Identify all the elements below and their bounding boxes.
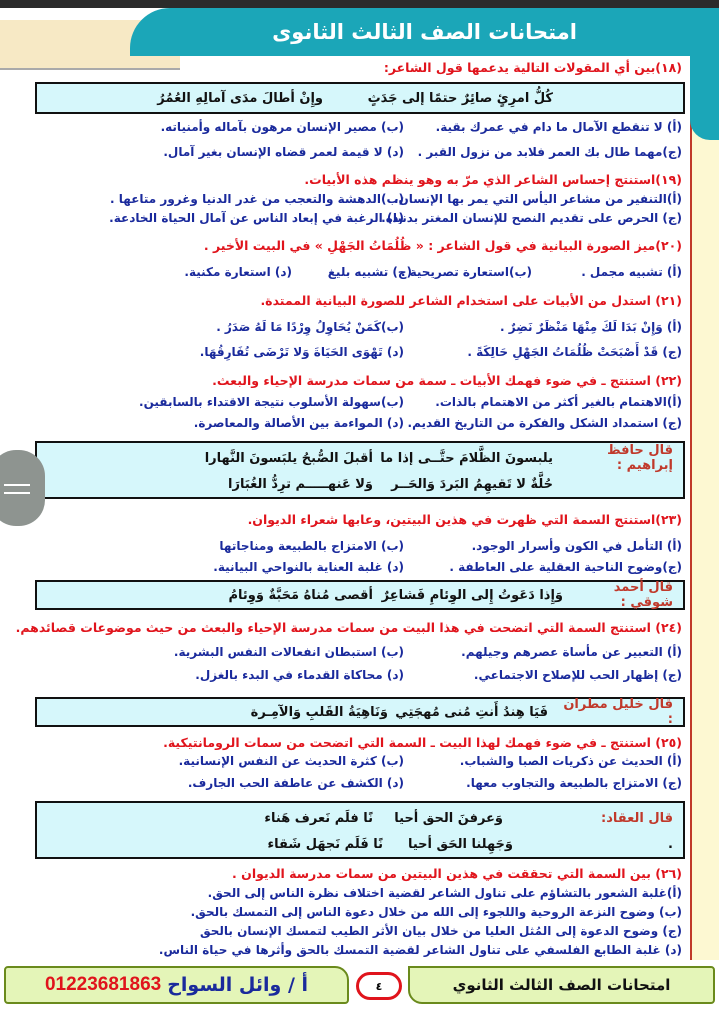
option-a[interactable]: (أ) التعبير عن مأساة عصرهم وجيلهم.	[461, 645, 682, 659]
options-row	[110, 192, 682, 206]
option-d[interactable]: (د) الكشف عن عاطفة الحب الجارف.	[187, 776, 404, 790]
poet-name: قال أحمد شوقي :	[613, 580, 673, 610]
verse-hemistich: وَلا عَنهـــــم ترِدُّ الغُبَارَا	[228, 476, 373, 492]
options-row	[109, 211, 682, 225]
options-row	[179, 754, 682, 768]
option-d[interactable]: (د) الرغبة في إبعاد الناس عن آمال الحياة الخادعة.	[109, 211, 404, 225]
page-number: ٤	[356, 972, 402, 1000]
question-21: (٢١) استدل من الأبيات على استخدام الشاعر للصورة البيانية الممتدة.	[260, 293, 682, 308]
poet-name: قال خليل مطران :	[563, 697, 673, 727]
option-a[interactable]: (أ)التنفير من مشاعر اليأس التي يمر بها الإنسان.	[393, 192, 682, 206]
option-a[interactable]: (أ) وَإِنْ بَدَا لَكَ مِنْهَا مَنْظَرٌ نَضِرٌ .	[500, 320, 682, 334]
option-c[interactable]: (ج) استمداد الشكل والفكرة من التاريخ القديم.	[407, 416, 682, 430]
option-b[interactable]: (ب) الامتزاج بالطبيعة ومناجاتها	[219, 539, 404, 553]
status-bar	[0, 0, 719, 8]
options-row	[184, 265, 682, 279]
verse-hemistich: كُلُّ امرِئٍ صائِرٌ حتمًا إلى جَدَثٍ	[367, 90, 553, 106]
verse-hemistich: نًا فَلَم نَجهَل شَقاء	[267, 836, 383, 852]
verse-hemistich: وَنَاهِيَةُ القَلبِ وَالآمِـرة	[250, 704, 388, 720]
verse-box-shawqi	[35, 580, 685, 610]
question-26: (٢٦) بين السمة التي تحققت في هذين البيتين من سمات مدرسة الديوان .	[232, 866, 682, 881]
verse-hemistich: وَعرفنَ الحق أحيا	[394, 810, 503, 826]
question-19: (١٩)استنتج إحساس الشاعر الذي مرّ به وهو ينظم هذه الأبيات.	[304, 172, 682, 187]
poet-name: قال حافظ إبراهيم :	[607, 443, 673, 473]
option-b[interactable]: (ب) كثرة الحديث عن النفس الإنسانية.	[178, 754, 404, 768]
option-b[interactable]: (ب) مصير الإنسان مرهون بآماله وأمنياته.	[160, 120, 404, 134]
option-c[interactable]: (ج) إظهار الحب للإصلاح الاجتماعي.	[473, 668, 682, 682]
author-phone: 01223681863	[44, 974, 162, 995]
option-a[interactable]: (أ)غلبة الشعور بالتشاؤم على تناول الشاعر لقضية اختلاف نظرة الناس إلى الحق.	[207, 886, 682, 900]
footer-title-text: امتحانات الصف الثالث الثانوي	[452, 976, 671, 994]
option-c[interactable]: (ج)مهما طال بك العمر فلابد من نزول القبر .	[417, 145, 682, 159]
verse-hemistich: أقصى مُناهُ مَحَبَّةٌ وَوِئامُ	[228, 587, 373, 603]
options-row	[188, 776, 682, 790]
header-corner	[690, 50, 719, 140]
option-a[interactable]: (أ) لا تنقطع الآمال ما دام في عمرك بقية.	[435, 120, 682, 134]
verse-hemistich: نًا فلَم نَعرف هَناء	[264, 810, 373, 826]
options-row	[219, 539, 682, 553]
verse-dot: .	[668, 836, 673, 852]
option-d[interactable]: (د) استعارة مكنية.	[184, 265, 292, 279]
options-row	[195, 668, 682, 682]
question-23: (٢٣)استنتج السمة التي ظهرت في هذين البيتين، وعابها شعراء الديوان.	[247, 512, 682, 527]
verse-hemistich: أقبلَ الصُّبحُ يلبَسونَ النَّهارا	[204, 450, 373, 466]
question-18: (١٨)بين أي المقولات التالية يدعمها قول الشاعر:	[383, 60, 682, 75]
options-row	[213, 560, 682, 574]
page-title: امتحانات الصف الثالث الثانوى	[130, 8, 719, 56]
footer-title	[408, 966, 715, 1004]
verse-hemistich: وَإِذا دَعَوتُ إِلى الوِئامِ فَشاعِرٌ	[381, 587, 563, 603]
option-b[interactable]: (ب) استبطان انفعالات النفس البشرية.	[173, 645, 404, 659]
question-25: (٢٥) استنتج ـ في ضوء فهمك لهذا البيت ـ السمة التي اتضحت من سمات الرومانتيكية.	[163, 735, 682, 750]
option-b[interactable]: (ب)سهولة الأسلوب نتيجة الاقتداء بالسابقين.	[139, 395, 404, 409]
option-c[interactable]: (ج)وضوح الناحية العقلية على العاطفة .	[449, 560, 682, 574]
verse-hemistich: فَيَا هِندُ أَنتِ مُنى مُهجَتِي	[395, 704, 548, 720]
option-d[interactable]: (د) لا قيمة لعمر قضاه الإنسان بغير آمال.	[163, 145, 404, 159]
options-row	[194, 416, 682, 430]
verse-hemistich: حُلَّةٌ لا تَقيهِمُ البَردَ وَالحَــر	[391, 476, 553, 492]
option-b[interactable]: (ب)استعارة تصريحية .	[400, 265, 532, 279]
option-d[interactable]: (د) غلبة الطابع الفلسفي على تناول الشاعر لقضية التمسك بالحق وأثرها في حياة الناس.	[158, 943, 682, 957]
option-d[interactable]: (د) محاكاة القدماء في البدء بالغزل.	[195, 668, 404, 682]
verse-hemistich: وَجَهِلنا الحَق أحيا	[407, 836, 513, 852]
option-b[interactable]: (ب)كَمَنْ يُحَاوِلُ وِرْدًا مَا لَهُ صَدَرُ .	[216, 320, 404, 334]
author-name: أ / وائل السواح	[167, 974, 309, 996]
question-24: (٢٤) استنتج السمة التي اتضحت في هذا البيت من سمات مدرسة الإحياء والبعث من حيث موضوعات قصائدهم.	[15, 620, 682, 635]
options-row	[139, 395, 682, 409]
option-d[interactable]: (د) تَهْوَى الحَيَاةَ وَلا تَرْضَى تُفَارِقُهَا.	[199, 345, 404, 359]
option-c[interactable]: (ج) قَدْ أَصْبَحَتْ ظُلُمَاتُ الجَهْلِ حَالِكَةً .	[467, 345, 682, 359]
options-row	[163, 145, 682, 159]
verse-box-akkad	[35, 801, 685, 859]
option-a[interactable]: (أ) الحديث عن ذكريات الصبا والشباب.	[459, 754, 682, 768]
option-a[interactable]: (أ) تشبيه مجمل .	[581, 265, 682, 279]
options-row	[174, 645, 682, 659]
options-row	[161, 120, 682, 134]
option-d[interactable]: (د) المواءمة بين الأصالة والمعاصرة.	[193, 416, 404, 430]
options-row	[216, 320, 682, 334]
scroll-handle[interactable]	[0, 450, 45, 526]
option-d[interactable]: (د) غلبة العناية بالنواحي البيانية.	[213, 560, 404, 574]
question-22: (٢٢) استنتج ـ في ضوء فهمك الأبيات ـ سمة من سمات مدرسة الإحياء والبعث.	[212, 373, 682, 388]
verse-box-1	[35, 82, 685, 114]
option-c[interactable]: (ج) الامتزاج بالطبيعة والتجاوب معها.	[466, 776, 682, 790]
option-a[interactable]: (أ)الاهتمام بالغير أكثر من الاهتمام بالذات.	[435, 395, 682, 409]
poet-name: قال العقاد:	[601, 810, 673, 826]
verse-hemistich: يلبسونَ الظَّلامَ حتَّــى إذا ما	[380, 450, 553, 466]
option-c[interactable]: (ج) الحرص على تقديم النصح للإنسان المغتر بدنياه.	[381, 211, 682, 225]
question-20: (٢٠)ميز الصورة البيانية في قول الشاعر : « ظُلُمَاتُ الجَهْلِ » في البيت الأخير .	[203, 238, 682, 253]
option-b[interactable]: (ب) وضوح النزعة الروحية واللجوء إلى الله من خلال دعوة الناس إلى التمسك بالحق.	[190, 905, 682, 919]
verse-hemistich: وإِنْ أطالَ مدَى آمالِهِ العُمُرُ	[157, 90, 323, 106]
side-border-strip	[690, 50, 719, 960]
option-c[interactable]: (ج) تشبيه بليغ	[327, 265, 412, 279]
option-c[interactable]: (ج) وضوح الدعوة إلى المُثل العليا من خلال بيان الأثر الطيب لتمسك الإنسان بالحق	[199, 924, 682, 938]
footer-author	[4, 966, 349, 1004]
option-a[interactable]: (أ) التأمل في الكون وأسرار الوجود.	[471, 539, 682, 553]
options-row	[200, 345, 682, 359]
verse-box-hafez	[35, 441, 685, 499]
option-b[interactable]: (ب)الدهشة والتعجب من غدر الدنيا وغرور متاعها .	[110, 192, 404, 206]
verse-box-khalil	[35, 697, 685, 727]
